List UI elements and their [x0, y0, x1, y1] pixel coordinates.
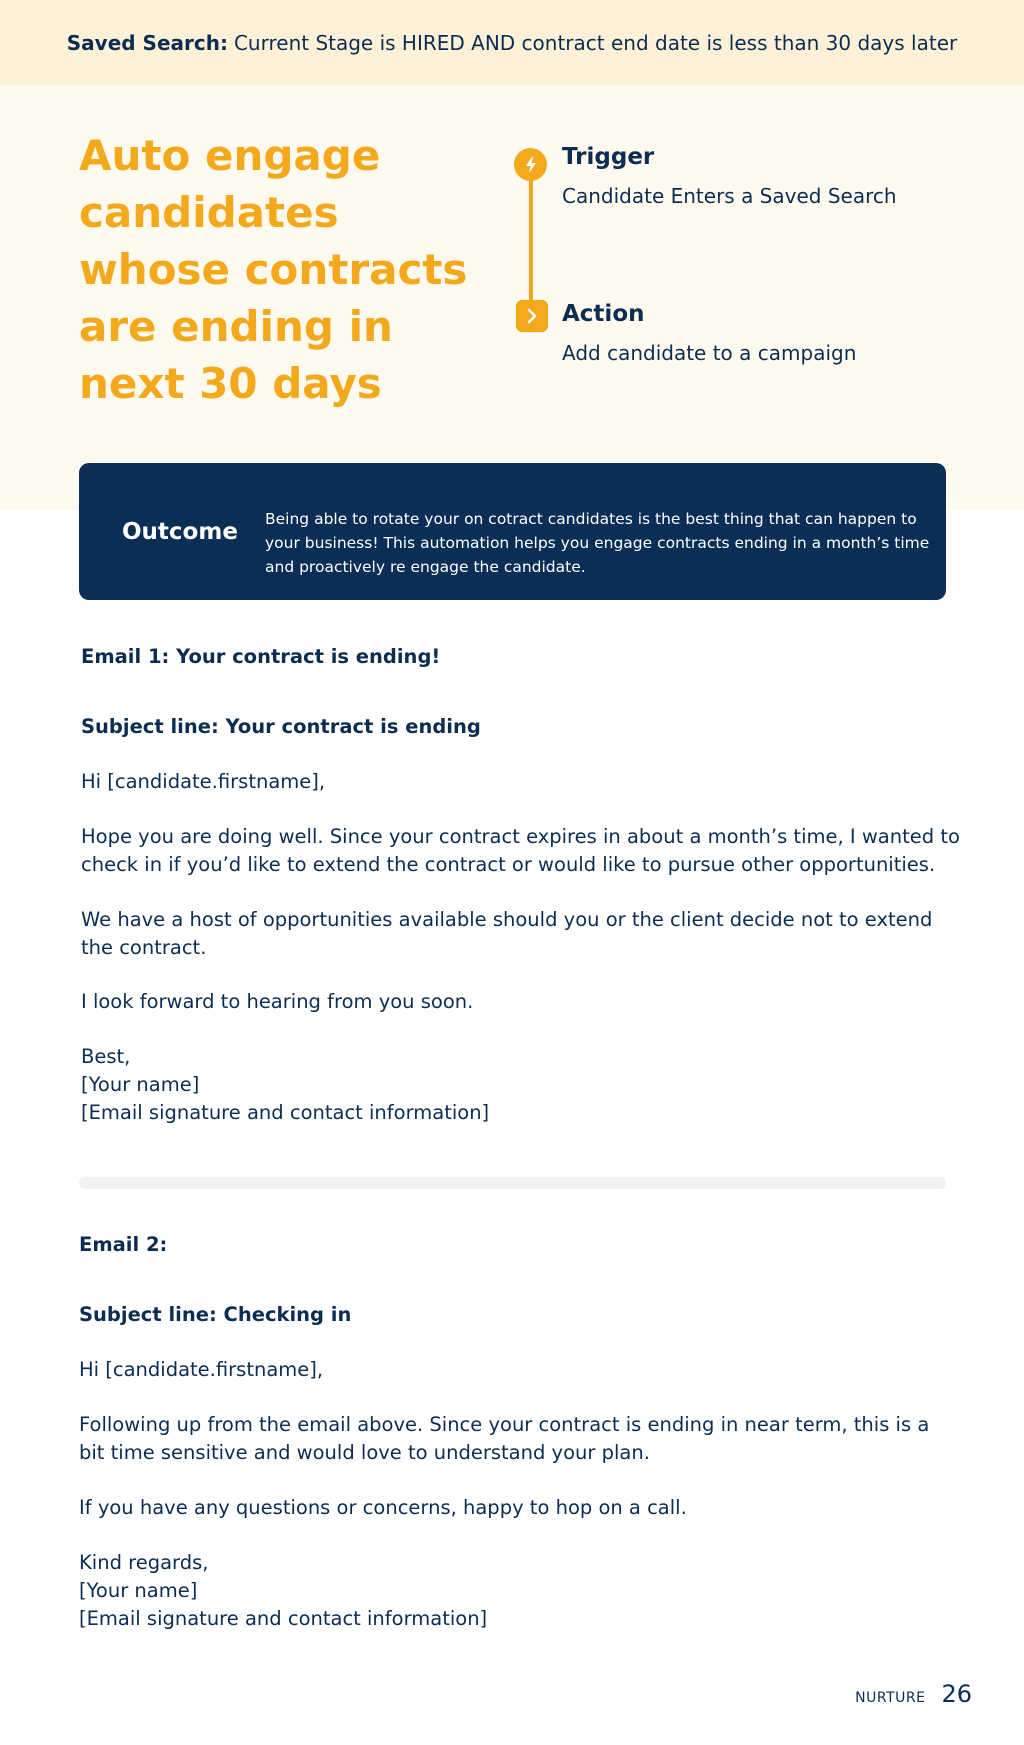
- email-1-subject: Subject line: Your contract is ending: [81, 715, 481, 738]
- email-1-paragraph: I look forward to hearing from you soon.: [81, 990, 474, 1013]
- email-1-signoff: Best,: [81, 1045, 131, 1068]
- outcome-card: [79, 463, 946, 600]
- email-2-paragraph: Following up from the email above. Since your contract is ending in near term, this is a bit time sensitive and would love to understand your plan.: [79, 1413, 930, 1464]
- outcome-text: Being able to rotate your on cotract candidates is the best thing that can happen to your business! This automation helps you engage contracts ending in a month’s time and proactively re engage the candidate.: [265, 510, 930, 576]
- saved-search-text: Current Stage is HIRED AND contract end date is less than 30 days later: [233, 30, 958, 55]
- page-footer: [855, 1680, 972, 1708]
- email-2-signoff: Kind regards,: [79, 1551, 209, 1574]
- section-divider: [79, 1177, 946, 1189]
- action-description: Add candidate to a campaign: [562, 341, 857, 365]
- email-2-greeting: Hi [candidate.firstname],: [79, 1358, 324, 1381]
- chevron-right-icon: [516, 300, 548, 332]
- email-2-title: Email 2:: [79, 1233, 168, 1256]
- email-1-title: Email 1: Your contract is ending!: [81, 645, 441, 668]
- trigger-title: Trigger: [562, 144, 655, 170]
- flow-connector: [529, 170, 533, 306]
- email-1-signature: [Email signature and contact information]: [81, 1101, 490, 1124]
- lightning-icon: [514, 148, 547, 181]
- footer-section-name: NURTURE: [855, 1690, 926, 1706]
- page-headline: Auto engage candidates whose contracts are ending in next 30 days: [79, 131, 468, 408]
- action-title: Action: [562, 301, 645, 327]
- email-2-name: [Your name]: [79, 1579, 198, 1602]
- outcome-title: Outcome: [122, 518, 238, 545]
- email-1-greeting: Hi [candidate.firstname],: [81, 770, 326, 793]
- email-2-paragraph: If you have any questions or concerns, happy to hop on a call.: [79, 1496, 687, 1519]
- email-1-name: [Your name]: [81, 1073, 200, 1096]
- email-2-subject: Subject line: Checking in: [79, 1303, 352, 1326]
- trigger-description: Candidate Enters a Saved Search: [562, 184, 897, 208]
- email-2-signature: [Email signature and contact information]: [79, 1607, 488, 1630]
- saved-search-banner: [0, 0, 1024, 85]
- email-1-paragraph: We have a host of opportunities available should you or the client decide not to extend the contract.: [81, 908, 933, 959]
- page-number: 26: [941, 1680, 972, 1708]
- saved-search-label: Saved Search:: [66, 30, 228, 55]
- email-1-paragraph: Hope you are doing well. Since your contract expires in about a month’s time, I wanted to check in if you’d like to extend the contract or would like to pursue other opportunities.: [81, 825, 960, 876]
